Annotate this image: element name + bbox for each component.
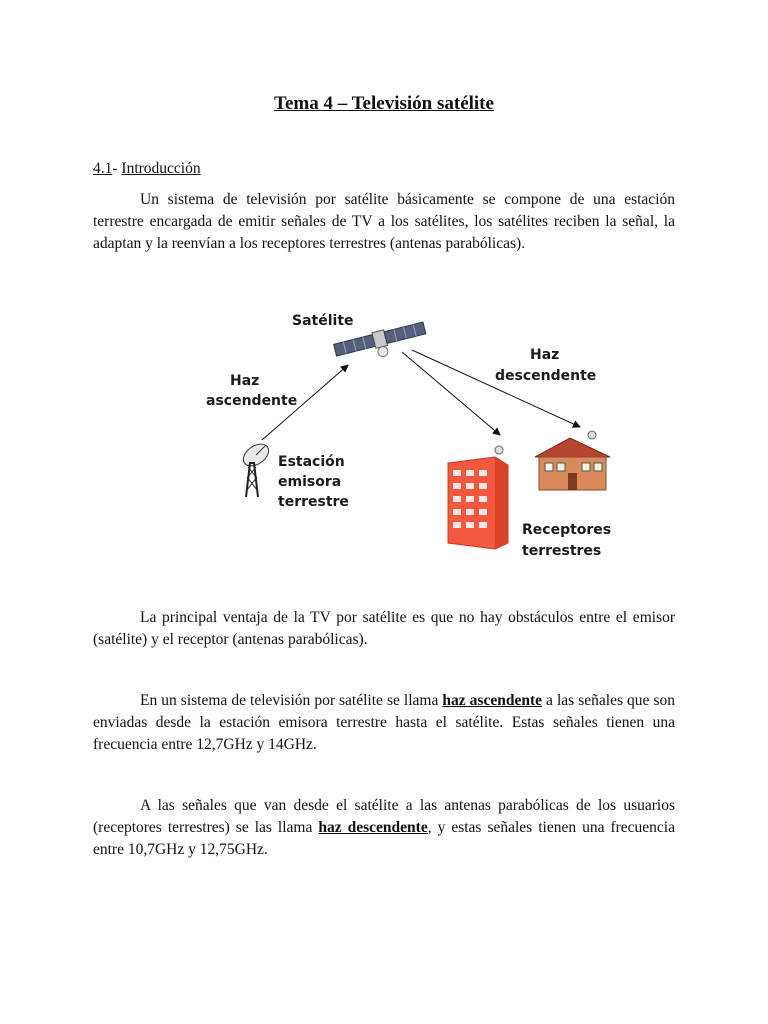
paragraph-advantage: La principal ventaja de la TV por satélite es que no hay obstáculos entre el emisor (satélite) y el receptor (antenas parabólicas). <box>93 609 675 648</box>
satellite-label: Satélite <box>292 313 354 329</box>
uplink-text-before: En un sistema de televisión por satélite se llama <box>140 692 443 709</box>
downlink-text-before: A las señales que van desde el satélite a las antenas parabólicas de los usuarios (receptores terrestres) se las llama <box>93 797 675 836</box>
house-icon <box>535 431 610 490</box>
section-name: Introducción <box>121 160 201 177</box>
ground-station-icon <box>239 440 272 497</box>
receivers-label-line2: terrestres <box>522 543 602 559</box>
station-label-line2: emisora <box>278 474 342 490</box>
section-number: 4.1 <box>93 160 113 177</box>
paragraph-downlink <box>93 795 675 861</box>
uplink-label-line2: ascendente <box>206 393 298 409</box>
station-label-line3: terrestre <box>278 494 349 510</box>
downlink-label-line2: descendente <box>495 368 597 384</box>
uplink-label-line1: Haz <box>230 373 260 389</box>
uplink-text-after: a las señales que son enviadas desde la estación emisora terrestre hasta el satélite. Estas señales tienen una frecuencia entre 12,7GHz y 14GHz. <box>93 692 675 753</box>
page-title: Tema 4 – Televisión satélite <box>274 93 494 114</box>
downlink-text-after: , y estas señales tienen una frecuencia entre 10,7GHz y 12,75GHz. <box>93 819 675 858</box>
paragraph-intro: Un sistema de televisión por satélite básicamente se compone de una estación terrestre encargada de emitir señales de TV a los satélites, los satélites reciben la señal, la adaptan y la reenvían a los receptores terrestres (antenas parabólicas). <box>93 191 675 252</box>
satellite-diagram <box>190 305 630 570</box>
downlink-label-line1: Haz <box>530 347 560 363</box>
receivers-label-line1: Receptores <box>522 522 612 538</box>
uplink-term: haz ascendente <box>442 692 543 709</box>
section-heading <box>93 160 201 178</box>
building-icon <box>448 446 508 549</box>
downlink-arrow-building <box>402 352 500 435</box>
section-separator: - <box>112 160 122 177</box>
paragraph-uplink <box>93 690 675 756</box>
station-label-line1: Estación <box>278 454 345 470</box>
downlink-term: haz descendente <box>318 819 428 836</box>
